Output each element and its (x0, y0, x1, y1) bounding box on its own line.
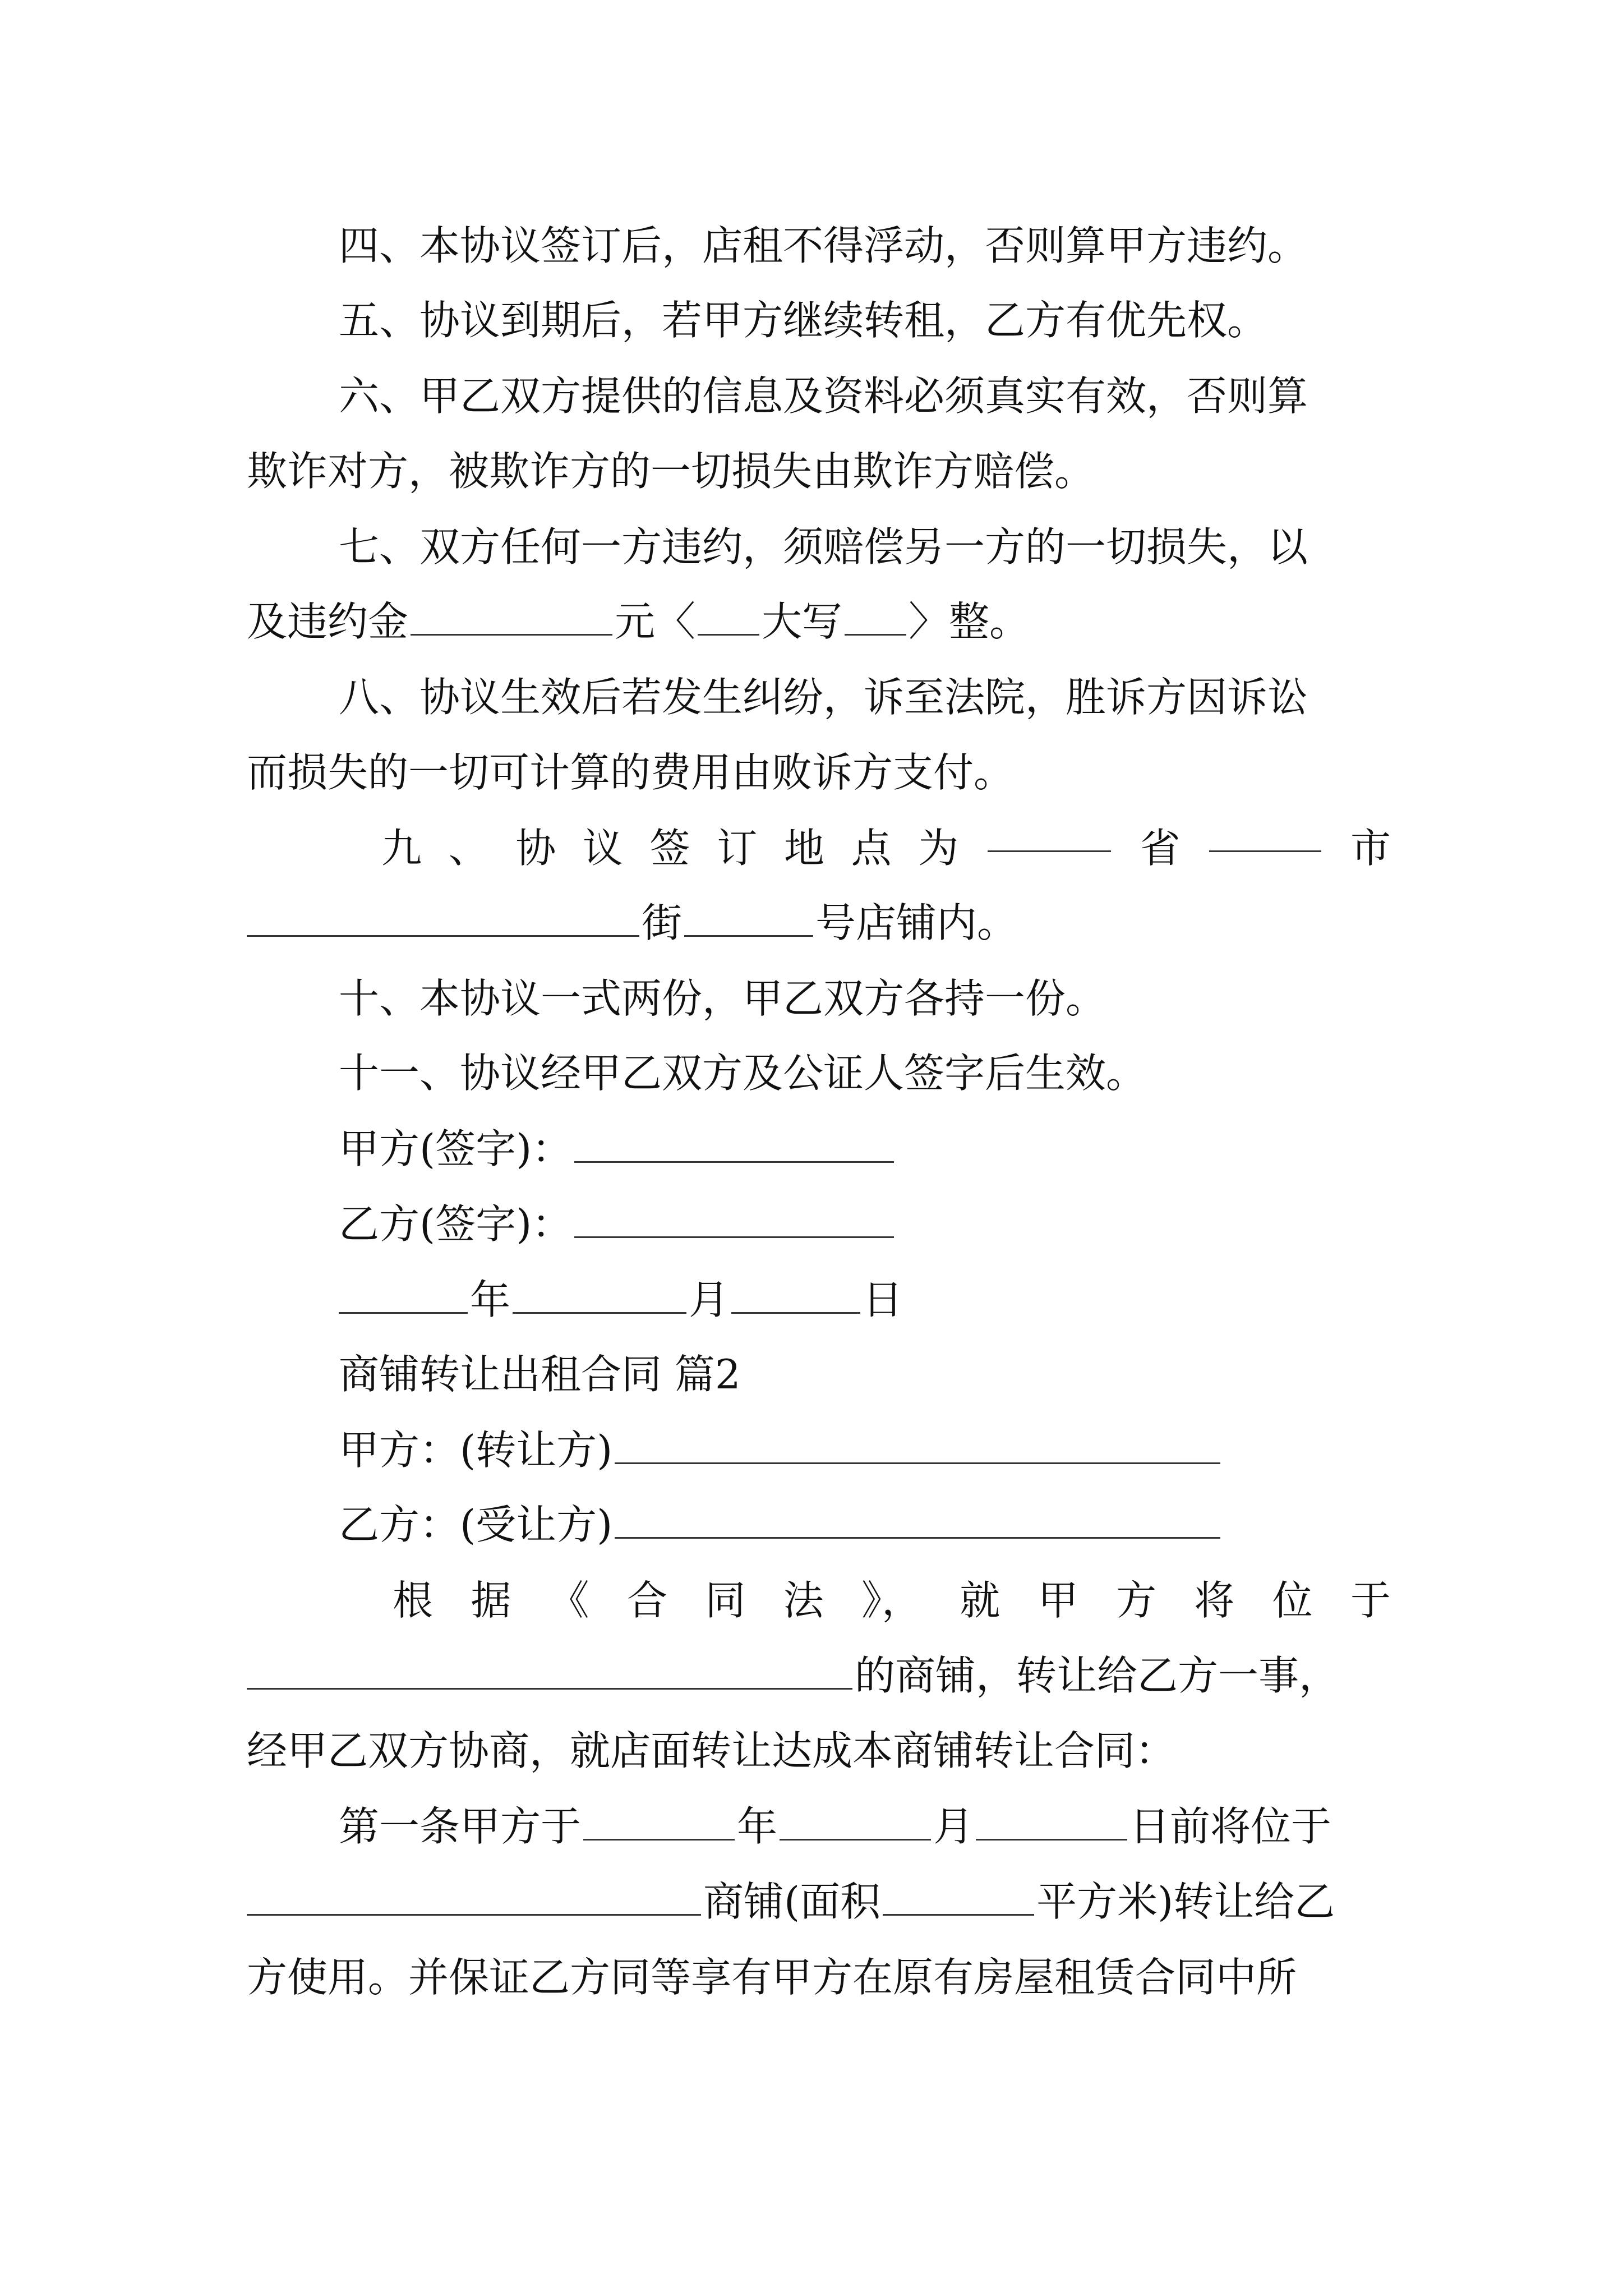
capital-blank-left[interactable] (698, 598, 759, 636)
char: 议 (582, 825, 623, 872)
penalty-label: 及违约金 (247, 598, 409, 645)
article-1-day-blank[interactable] (976, 1803, 1127, 1841)
char: 同 (705, 1577, 746, 1624)
basis-line-3: 经甲乙双方协商，就店面转让达成本商铺转让合同： (247, 1727, 1176, 1774)
char: 就 (960, 1577, 1000, 1624)
basis-line-1 (393, 1567, 1391, 1634)
article-1-year-blank[interactable] (583, 1803, 735, 1841)
article-1-line-3: 方使用。并保证乙方同等享有甲方在原有房屋租赁合同中所 (247, 1954, 1297, 2001)
date-line (339, 1266, 1391, 1333)
article-1-label: 第一条甲方于 (339, 1803, 582, 1850)
char: 、 (448, 825, 489, 872)
basis-line-2 (247, 1642, 1391, 1709)
clause-6-line-2: 欺诈对方，被欺诈方的一切损失由欺诈方赔偿。 (247, 448, 1095, 495)
article-1-location-blank[interactable] (247, 1878, 701, 1916)
currency-label: 元〈 (615, 598, 696, 645)
capital-label: 大写 (762, 598, 843, 645)
clause-4: 四、本协议签订后，店租不得浮动，否则算甲方违约。 (339, 222, 1308, 269)
party-a-blank[interactable] (615, 1427, 1220, 1464)
char: 于 (1350, 1577, 1391, 1624)
signature-b-label: 乙方(签字)： (339, 1200, 573, 1248)
clause-8-line-1: 八、协议生效后若发生纠纷，诉至法院，胜诉方因诉讼 (339, 674, 1308, 721)
party-a-label: 甲方：(转让方) (339, 1427, 613, 1474)
article-1-line-2 (247, 1868, 1391, 1935)
clause-9-line-1 (381, 815, 1391, 882)
char: 点 (851, 825, 892, 872)
party-b-blank[interactable] (615, 1501, 1220, 1539)
year-blank[interactable] (339, 1276, 468, 1314)
number-blank[interactable] (684, 899, 813, 937)
article-1-month-blank[interactable] (780, 1803, 931, 1841)
clause-8-line-2: 而损失的一切可计算的费用由败诉方支付。 (247, 749, 1015, 796)
year-label: 年 (470, 1276, 511, 1323)
char: 方 (1115, 1577, 1156, 1624)
char: 地 (783, 825, 824, 872)
area-blank[interactable] (883, 1878, 1034, 1916)
signature-b (339, 1190, 1391, 1258)
day-label: 日 (863, 1276, 903, 1323)
char: 据 (471, 1577, 511, 1624)
clause-6-line-1: 六、甲乙双方提供的信息及资料必须真实有效，否则算 (339, 372, 1308, 420)
char: 位 (1272, 1577, 1313, 1624)
month-label: 月 (933, 1803, 974, 1850)
province-label: 省 (1140, 825, 1181, 872)
section-title: 商铺转让出租合同 篇2 (339, 1351, 741, 1398)
char: 甲 (1038, 1577, 1078, 1624)
province-blank[interactable] (988, 815, 1111, 852)
char: 九 (381, 825, 422, 872)
month-label: 月 (689, 1276, 730, 1323)
char: 协 (515, 825, 556, 872)
month-blank[interactable] (513, 1276, 686, 1314)
shop-label: 号店铺内。 (815, 899, 1018, 946)
capital-blank-right[interactable] (845, 598, 906, 636)
char: 签 (649, 825, 690, 872)
area-label: 商铺(面积 (703, 1878, 881, 1925)
char: 法 (783, 1577, 824, 1624)
day-blank[interactable] (731, 1276, 860, 1314)
penalty-amount-blank[interactable] (411, 598, 612, 636)
street-label: 街 (642, 899, 683, 946)
clause-9-line-2 (247, 889, 1391, 956)
clause-11: 十一、协议经甲乙双方及公证人签字后生效。 (339, 1050, 1147, 1097)
clause-10: 十、本协议一式两份，甲乙双方各持一份。 (339, 975, 1106, 1022)
char: 根 (393, 1577, 434, 1624)
char: 《 (548, 1577, 589, 1624)
char: 合 (626, 1577, 667, 1624)
clause-7-line-2 (247, 588, 1391, 655)
party-b-line (339, 1491, 1391, 1558)
party-a-line (339, 1416, 1391, 1484)
char: 为 (918, 825, 959, 872)
article-1-line-1 (339, 1793, 1391, 1860)
signature-a-blank[interactable] (574, 1125, 894, 1163)
city-blank[interactable] (1209, 815, 1321, 852)
shop-location-blank[interactable] (247, 1652, 852, 1690)
year-label: 年 (737, 1803, 778, 1850)
party-b-label: 乙方：(受让方) (339, 1501, 613, 1548)
clause-5: 五、协议到期后，若甲方继续转租，乙方有优先权。 (339, 297, 1268, 344)
char: 将 (1194, 1577, 1235, 1624)
basis-text: 的商铺，转让给乙方一事， (855, 1652, 1340, 1699)
location-label: 日前将位于 (1129, 1803, 1332, 1850)
area-unit-text: 平方米)转让给乙 (1036, 1878, 1335, 1925)
signature-b-blank[interactable] (574, 1200, 894, 1238)
signature-a-label: 甲方(签字)： (339, 1125, 573, 1172)
clause-7-line-1: 七、双方任何一方违约，须赔偿另一方的一切损失，以 (339, 523, 1308, 570)
city-label: 市 (1350, 825, 1391, 872)
suffix-text: 〉整。 (909, 598, 1030, 645)
street-blank[interactable] (247, 899, 639, 937)
char: 订 (717, 825, 758, 872)
char: 》， (861, 1577, 922, 1624)
signature-a (339, 1115, 1391, 1182)
